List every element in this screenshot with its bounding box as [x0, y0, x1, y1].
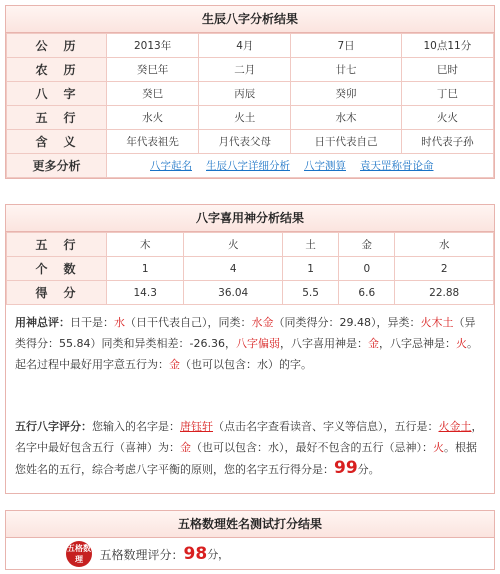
summary-text: 。起名过程中最好用字意五行为：	[15, 337, 478, 371]
score-tu: 5.5	[283, 281, 339, 305]
element-jin: 金	[339, 233, 395, 257]
name-eval-text: （也可以包含：水），最好不包含的五行（忌神）：	[191, 441, 433, 454]
name-wuxing: 火金土	[438, 420, 472, 433]
bazi-cell: 二月	[199, 58, 291, 82]
bazi-table	[6, 33, 494, 178]
bazi-row	[7, 34, 494, 58]
summary-text: ，八字喜用神是：	[279, 337, 368, 350]
link-bone-weight[interactable]: 袁天罡称骨论命	[360, 160, 434, 172]
bazi-row	[7, 130, 494, 154]
count-jin: 0	[339, 257, 395, 281]
bazi-cell: 廿七	[291, 58, 401, 82]
bazi-cell: 2013年	[107, 34, 199, 58]
element-shui: 水	[395, 233, 494, 257]
count-mu: 1	[107, 257, 184, 281]
bazi-analysis-panel	[5, 5, 495, 179]
element-huo: 火	[184, 233, 283, 257]
bazi-cell: 年代表祖先	[107, 130, 199, 154]
yongshen-summary	[6, 305, 494, 409]
wuge-score-unit: 分，	[207, 548, 230, 561]
summary-xiyong: 金	[367, 337, 379, 350]
summary-yilei: 火木土	[420, 316, 454, 329]
score-huo: 36.04	[184, 281, 283, 305]
bazi-cell: 癸巳年	[107, 58, 199, 82]
summary-tonglei: 水金	[251, 316, 274, 329]
name-xishen: 金	[180, 441, 191, 454]
summary-strength: 八字偏弱	[235, 337, 280, 350]
link-bazi-naming[interactable]: 八字起名	[150, 160, 192, 172]
bazi-cell: 日干代表自己	[291, 130, 401, 154]
bazi-cell: 10点11分	[401, 34, 493, 58]
summary-text: ，八字忌神是：	[378, 337, 456, 350]
wuge-panel	[5, 510, 495, 570]
count-shui: 2	[395, 257, 494, 281]
bazi-row-label: 含 义	[7, 130, 107, 154]
wuge-score: 98	[183, 544, 208, 564]
bazi-cell: 时代表子孙	[401, 130, 493, 154]
wuxing-table	[6, 232, 494, 305]
wuge-stamp-icon: 五格数理	[66, 541, 92, 567]
score-mu: 14.3	[107, 281, 184, 305]
bazi-cell: 癸卯	[291, 82, 401, 106]
bazi-row-label: 农 历	[7, 58, 107, 82]
bazi-row	[7, 82, 494, 106]
name-jishen: 火	[433, 441, 444, 454]
bazi-row-label: 八 字	[7, 82, 107, 106]
name-wuxing-eval	[6, 409, 494, 493]
more-analysis-label: 更多分析	[7, 154, 107, 178]
bazi-row-label: 五 行	[7, 106, 107, 130]
score-jin: 6.6	[339, 281, 395, 305]
score-shui: 22.88	[395, 281, 494, 305]
bazi-cell: 癸巳	[107, 82, 199, 106]
element-mu: 木	[107, 233, 184, 257]
summary-rigan: 水	[114, 316, 125, 329]
name-eval-text: 您输入的名字是：	[92, 420, 180, 433]
name-eval-text: ，名字中最好包含五行（喜神）为：	[15, 420, 483, 454]
bazi-cell: 月代表父母	[199, 130, 291, 154]
bazi-cell: 巳时	[401, 58, 493, 82]
bazi-cell: 火火	[401, 106, 493, 130]
bazi-analysis-title: 生辰八字分析结果	[6, 6, 494, 33]
wuxing-header-label: 五 行	[7, 233, 107, 257]
bazi-cell: 丁巳	[401, 82, 493, 106]
count-tu: 1	[283, 257, 339, 281]
summary-text: （日干代表自己），同类：	[125, 316, 252, 329]
summary-best: 金	[169, 358, 180, 371]
bazi-row-label: 公 历	[7, 34, 107, 58]
link-bazi-calc[interactable]: 八字测算	[304, 160, 346, 172]
summary-jishen: 火	[455, 337, 467, 350]
link-bazi-detail[interactable]: 生辰八字详细分析	[206, 160, 290, 172]
bazi-cell: 丙辰	[199, 82, 291, 106]
name-eval-text: 。根据您姓名的五行，综合考虑八字平衡的原则，您的名字五行得分是：	[15, 441, 477, 476]
name-wuxing-score: 99	[334, 458, 358, 478]
bazi-cell: 4月	[199, 34, 291, 58]
wuge-title: 五格数理姓名测试打分结果	[6, 511, 494, 538]
name-eval-unit: 分。	[357, 463, 380, 476]
name-eval-text: （点击名字查看读音、字义等信息），五行是：	[213, 420, 439, 433]
count-label: 个 数	[7, 257, 107, 281]
more-analysis-links	[107, 154, 494, 178]
name-link[interactable]: 唐钰轩	[180, 420, 213, 433]
name-eval-title: 五行八字评分：	[15, 420, 92, 433]
summary-text: （异类得分：55.84）同类和异类相差：-26.36，	[15, 316, 476, 350]
wuge-score-row	[6, 538, 494, 567]
summary-text: （同类得分：29.48），异类：	[273, 316, 421, 329]
xiyongshen-title: 八字喜用神分析结果	[6, 205, 494, 232]
bazi-cell: 水木	[291, 106, 401, 130]
bazi-row	[7, 58, 494, 82]
summary-text: 日干是：	[70, 316, 114, 329]
summary-text: （也可以包含：水）的字。	[180, 358, 312, 371]
element-tu: 土	[283, 233, 339, 257]
count-huo: 4	[184, 257, 283, 281]
summary-title: 用神总评：	[15, 316, 70, 329]
bazi-row	[7, 106, 494, 130]
bazi-cell: 火土	[199, 106, 291, 130]
wuge-score-label: 五格数理评分：	[99, 547, 184, 562]
bazi-cell: 水火	[107, 106, 199, 130]
xiyongshen-panel	[5, 204, 495, 494]
score-label: 得 分	[7, 281, 107, 305]
bazi-cell: 7日	[291, 34, 401, 58]
